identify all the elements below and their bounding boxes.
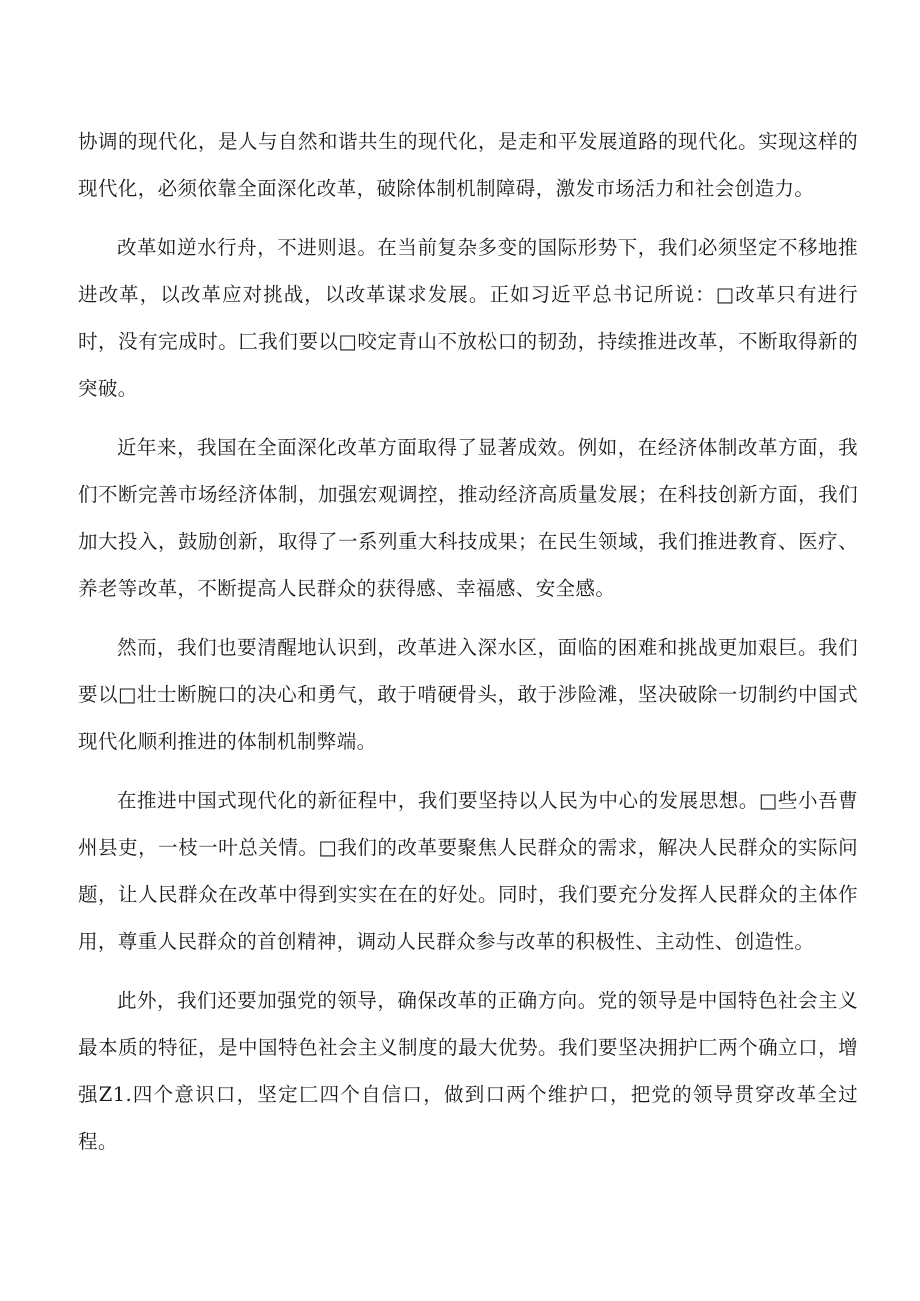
paragraph-challenges: 然而，我们也要清醒地认识到，改革进入深水区，面临的困难和挑战更加艰巨。我们要以□壮士断腕口的决心和勇气，敢于啃硬骨头，敢于涉险滩，坚决破除一切制约中国式现代化顺利推进的体制机制弊端。 [78,636,858,753]
paragraph-party-leadership: 此外，我们还要加强党的领导，确保改革的正确方向。党的领导是中国特色社会主义最本质的特征，是中国特色社会主义制度的最大优势。我们要坚决拥护匚两个确立口，增强Z1.四个意识口，坚定匚四个自信口，做到口两个维护口，把党的领导贯穿改革全过程。 [78,989,858,1153]
paragraph-people-centered: 在推进中国式现代化的新征程中，我们要坚持以人民为中心的发展思想。□些小吾曹州县吏，一枝一叶总关情。□我们的改革要聚焦人民群众的需求，解决人民群众的实际问题，让人民群众在改革中得到实实在在的好处。同时，我们要充分发挥人民群众的主体作用，尊重人民群众的首创精神，调动人民群众参与改革的积极性、主动性、创造性。 [78,789,858,953]
document-body [78,118,858,1165]
paragraph-continuation: 协调的现代化，是人与自然和谐共生的现代化，是走和平发展道路的现代化。实现这样的现代化，必须依靠全面深化改革，破除体制机制障碍，激发市场活力和社会创造力。 [78,130,858,200]
paragraph-reform-momentum: 改革如逆水行舟，不进则退。在当前复杂多变的国际形势下，我们必须坚定不移地推进改革，以改革应对挑战，以改革谋求发展。正如习近平总书记所说：□改革只有进行时，没有完成时。匚我们要以□咬定青山不放松口的韧劲，持续推进改革，不断取得新的突破。 [78,236,858,400]
paragraph-achievements: 近年来，我国在全面深化改革方面取得了显著成效。例如，在经济体制改革方面，我们不断完善市场经济体制，加强宏观调控，推动经济高质量发展；在科技创新方面，我们加大投入，鼓励创新，取得了一系列重大科技成果；在民生领域，我们推进教育、医疗、养老等改革，不断提高人民群众的获得感、幸福感、安全感。 [78,436,858,600]
